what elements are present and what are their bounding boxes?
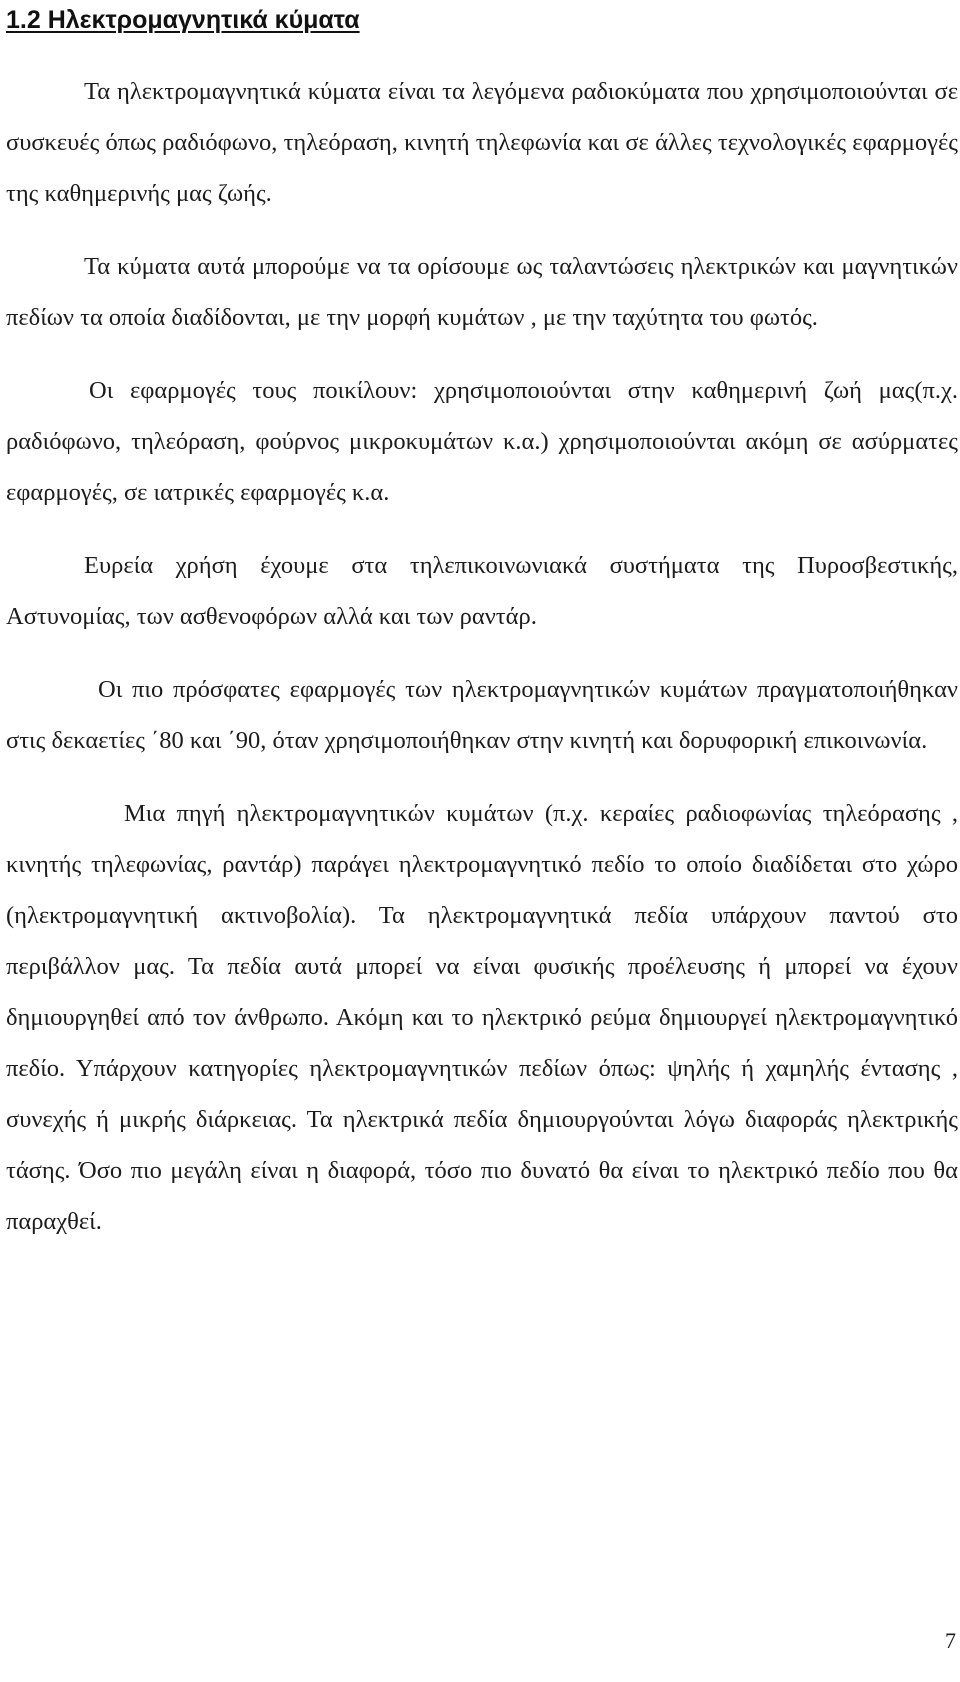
page-number: 7 [945, 1628, 956, 1653]
paragraph-recent-applications: Οι πιο πρόσφατες εφαρμογές των ηλεκτρομαγνητικών κυμάτων πραγματοποιήθηκαν στις δεκαετίες ΄80 και ΄90, όταν χρησιμοποιήθηκαν στην κινητή και δορυφορική επικοινωνία. [6, 676, 958, 754]
paragraph-applications: Οι εφαρμογές τους ποικίλουν: χρησιμοποιούνται στην καθημερινή ζωή μας(π.χ. ραδιόφωνο, τηλεόραση, φούρνος μικροκυμάτων κ.α.) χρησιμοποιούνται ακόμη σε ασύρματες εφαρμογές, σε ιατρικές εφαρμογές κ.α. [6, 377, 958, 506]
section-title: 1.2 Ηλεκτρομαγνητικά κύματα [6, 6, 360, 34]
paragraph-radio-waves-intro: Τα ηλεκτρομαγνητικά κύματα είναι τα λεγόμενα ραδιοκύματα που χρησιμοποιούνται σε συσκευές όπως ραδιόφωνο, τηλεόραση, κινητή τηλεφωνία και σε άλλες τεχνολογικές εφαρμογές της καθημερινής μας ζωής. [6, 78, 958, 207]
paragraph-definition: Τα κύματα αυτά μπορούμε να τα ορίσουμε ως ταλαντώσεις ηλεκτρικών και μαγνητικών πεδίων τα οποία διαδίδονται, με την μορφή κυμάτων , με την ταχύτητα του φωτός. [6, 253, 958, 331]
paragraph-telecom-use: Ευρεία χρήση έχουμε στα τηλεπικοινωνιακά συστήματα της Πυροσβεστικής, Αστυνομίας, των ασθενοφόρων αλλά και των ραντάρ. [6, 552, 958, 630]
paragraph-em-field-sources: Μια πηγή ηλεκτρομαγνητικών κυμάτων (π.χ. κεραίες ραδιοφωνίας τηλεόρασης , κινητής τηλεφωνίας, ραντάρ) παράγει ηλεκτρομαγνητικό πεδίο το οποίο διαδίδεται στο χώρο (ηλεκτρομαγνητική ακτινοβολία). Τα ηλεκτρομαγνητικά πεδία υπάρχουν παντού στο περιβάλλον μας. Τα πεδία αυτά μπορεί να είναι φυσικής προέλευσης ή μπορεί να έχουν δημιουργηθεί από τον άνθρωπο. Ακόμη και το ηλεκτρικό ρεύμα δημιουργεί ηλεκτρομαγνητικό πεδίο. Υπάρχουν κατηγορίες ηλεκτρομαγνητικών πεδίων όπως: ψηλής ή χαμηλής έντασης , συνεχής ή μικρής διάρκειας. Τα ηλεκτρικά πεδία δημιουργούνται λόγω διαφοράς ηλεκτρικής τάσης. Όσο πιο μεγάλη είναι η διαφορά, τόσο πιο δυνατό θα είναι το ηλεκτρικό πεδίο που θα παραχθεί. [6, 800, 958, 1235]
document-page [6, 0, 958, 1247]
